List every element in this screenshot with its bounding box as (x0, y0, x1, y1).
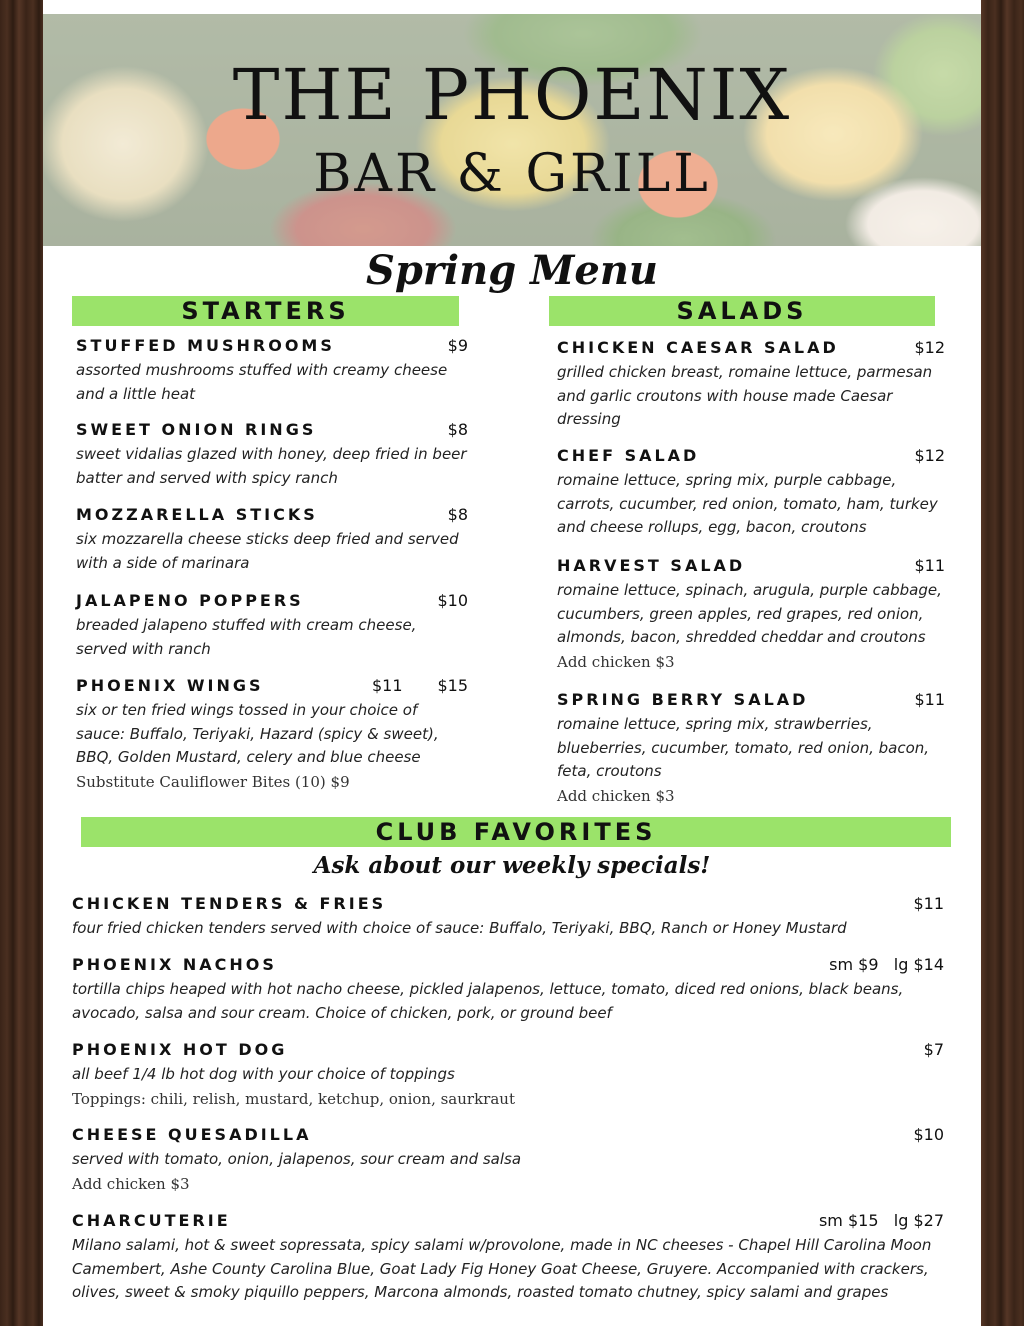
item-note: Add chicken $3 (557, 652, 675, 671)
starters-heading: STARTERS (72, 296, 459, 326)
item-description: four fried chicken tenders served with choice of sauce: Buffalo, Teriyaki, BBQ, Ranch or Honey Mustard (72, 919, 847, 937)
item-description: romaine lettuce, spring mix, strawberries, blueberries, cucumber, tomato, red onion, bacon, feta, croutons (557, 715, 930, 780)
item-note: Add chicken $3 (72, 1174, 190, 1193)
menu-item-phoenix-hot-dog (72, 1040, 944, 1108)
item-price: $7 (923, 1040, 944, 1059)
menu-title: Spring Menu (366, 247, 658, 294)
item-name: SWEET ONION RINGS (76, 420, 317, 439)
item-name: PHOENIX HOT DOG (72, 1040, 288, 1059)
item-price: $11 (914, 556, 945, 575)
item-description: assorted mushrooms stuffed with creamy cheese and a little heat (76, 361, 448, 403)
item-note: Toppings: chili, relish, mustard, ketchup, onion, saurkraut (72, 1089, 515, 1108)
item-name: CHEESE QUESADILLA (72, 1125, 312, 1144)
menu-item-spring-berry-salad (557, 690, 945, 805)
menu-item-sweet-onion-rings (76, 420, 468, 490)
item-description: six mozzarella cheese sticks deep fried and served with a side of marinara (76, 530, 459, 572)
item-description: sweet vidalias glazed with honey, deep fried in beer batter and served with spicy ranch (76, 445, 467, 487)
item-note: Add chicken $3 (557, 786, 675, 805)
item-price: $10 (437, 591, 468, 610)
menu-page (43, 0, 981, 1326)
item-description: grilled chicken breast, romaine lettuce, parmesan and garlic croutons with house made Caesar dressing (557, 363, 933, 428)
item-name: CHARCUTERIE (72, 1211, 231, 1230)
item-price: $8 (447, 505, 468, 524)
item-price: sm $15 lg $27 (818, 1211, 944, 1230)
item-name: CHICKEN CAESAR SALAD (557, 338, 839, 357)
item-price: $11 (914, 690, 945, 709)
item-price-large: $15 (437, 676, 468, 695)
item-description: breaded jalapeno stuffed with cream cheese, served with ranch (76, 616, 417, 658)
menu-item-mozzarella-sticks (76, 505, 468, 575)
item-description: Milano salami, hot & sweet sopressata, spicy salami w/provolone, made in NC cheeses - Chapel Hill Carolina Moon Camembert, Ashe County Carolina Blue, Goat Lady Fig Honey Goat Cheese, Gruyere. Accompanied with crackers, olives, sweet & smoky piquillo peppers, Marcona almonds, roasted tomato chutney, spicy salami and grapes (72, 1236, 932, 1301)
menu-item-jalapeno-poppers (76, 591, 468, 661)
item-name: PHOENIX NACHOS (72, 955, 277, 974)
menu-item-harvest-salad (557, 556, 945, 671)
menu-item-charcuterie (72, 1211, 944, 1305)
item-price: $9 (447, 336, 468, 355)
item-name: CHEF SALAD (557, 446, 700, 465)
menu-item-phoenix-nachos (72, 955, 944, 1025)
item-description: six or ten fried wings tossed in your choice of sauce: Buffalo, Teriyaki, Hazard (spicy & sweet), BBQ, Golden Mustard, celery and blue cheese (76, 701, 439, 766)
item-price: $11 (913, 894, 944, 913)
item-description: romaine lettuce, spinach, arugula, purple cabbage, cucumbers, green apples, red grapes, red onion, almonds, bacon, shredded cheddar and croutons (557, 581, 942, 646)
restaurant-name: THE PHOENIX (232, 54, 792, 136)
item-price: sm $9 lg $14 (829, 955, 944, 974)
item-price: $8 (447, 420, 468, 439)
item-description: tortilla chips heaped with hot nacho cheese, pickled jalapenos, lettuce, tomato, diced red onions, black beans, avocado, salsa and sour cream. Choice of chicken, pork, or ground beef (72, 980, 904, 1022)
salads-heading: SALADS (549, 296, 935, 326)
menu-item-cheese-quesadilla (72, 1125, 944, 1193)
item-description: served with tomato, onion, jalapenos, sour cream and salsa (72, 1150, 522, 1168)
menu-item-chef-salad (557, 446, 945, 540)
item-name: CHICKEN TENDERS & FRIES (72, 894, 387, 913)
menu-item-stuffed-mushrooms (76, 336, 468, 406)
item-name: JALAPENO POPPERS (76, 591, 304, 610)
item-name: MOZZARELLA STICKS (76, 505, 318, 524)
item-name: HARVEST SALAD (557, 556, 746, 575)
item-price: $10 (913, 1125, 944, 1144)
menu-item-chicken-caesar-salad (557, 338, 945, 432)
weekly-specials-note: Ask about our weekly specials! (313, 852, 711, 879)
menu-item-chicken-tenders (72, 894, 944, 941)
club-favorites-heading: CLUB FAVORITES (81, 817, 951, 847)
hero-food-photo (43, 14, 981, 246)
restaurant-subtitle: BAR & GRILL (313, 144, 711, 204)
item-description: romaine lettuce, spring mix, purple cabbage, carrots, cucumber, red onion, tomato, ham, turkey and cheese rollups, egg, bacon, croutons (557, 471, 938, 536)
item-price-small: $11 (372, 676, 403, 695)
item-note: Substitute Cauliflower Bites (10) $9 (76, 772, 350, 791)
menu-item-phoenix-wings (76, 676, 468, 791)
item-description: all beef 1/4 lb hot dog with your choice of toppings (72, 1065, 455, 1083)
item-name: SPRING BERRY SALAD (557, 690, 809, 709)
item-name: STUFFED MUSHROOMS (76, 336, 335, 355)
item-price: $12 (914, 338, 945, 357)
item-name: PHOENIX WINGS (76, 676, 264, 695)
item-price: $12 (914, 446, 945, 465)
